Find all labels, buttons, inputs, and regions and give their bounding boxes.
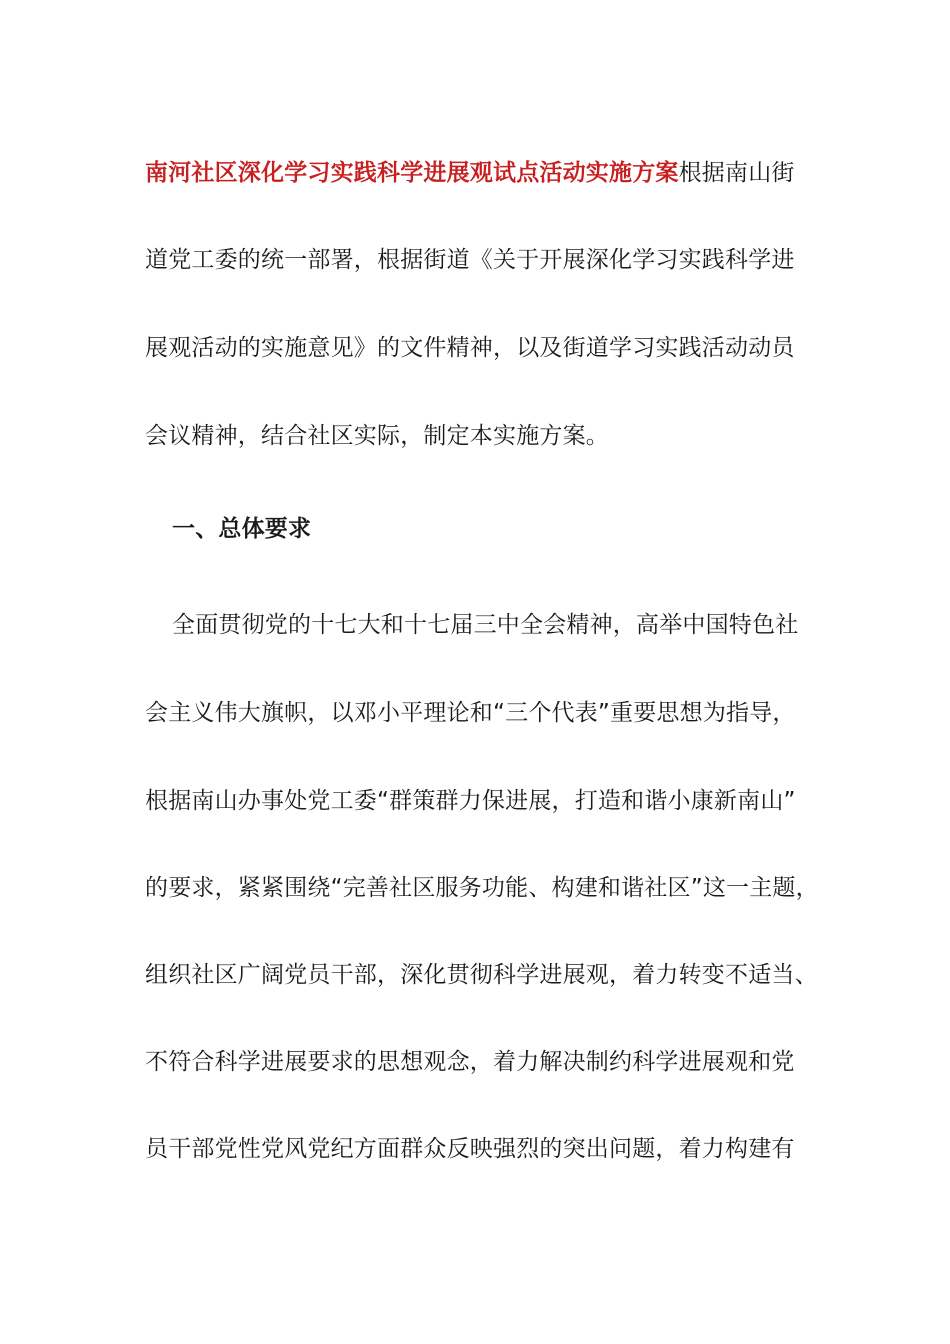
intro-line-1 bbox=[145, 158, 825, 188]
intro-line-3: 展观活动的实施意见》的文件精神，以及街道学习实践活动动员 bbox=[145, 335, 795, 361]
document-title: 南河社区深化学习实践科学进展观试点活动实施方案 bbox=[145, 160, 679, 186]
body-line-4: 的要求，紧紧围绕“完善社区服务功能、构建和谐社区”这一主题， bbox=[145, 875, 819, 901]
body-line-1: 全面贯彻党的十七大和十七届三中全会精神，高举中国特色社 bbox=[172, 612, 799, 638]
intro-line-2: 道党工委的统一部署，根据街道《关于开展深化学习实践科学进 bbox=[145, 247, 795, 273]
body-line-5: 组织社区广阔党员干部，深化贯彻科学进展观，着力转变不适当、 bbox=[145, 962, 818, 988]
intro-text-1: 根据南山街 bbox=[678, 160, 795, 186]
body-line-2: 会主义伟大旗帜，以邓小平理论和“三个代表”重要思想为指导， bbox=[145, 700, 796, 726]
intro-line-4: 会议精神，结合社区实际，制定本实施方案。 bbox=[145, 423, 609, 449]
section-heading: 一、总体要求 bbox=[172, 516, 312, 542]
body-line-3: 根据南山办事处党工委“群策群力保进展，打造和谐小康新南山” bbox=[145, 788, 796, 814]
body-line-6: 不符合科学进展要求的思想观念，着力解决制约科学进展观和党 bbox=[145, 1049, 795, 1075]
body-line-7: 员干部党性党风党纪方面群众反映强烈的突出问题，着力构建有 bbox=[145, 1136, 795, 1162]
